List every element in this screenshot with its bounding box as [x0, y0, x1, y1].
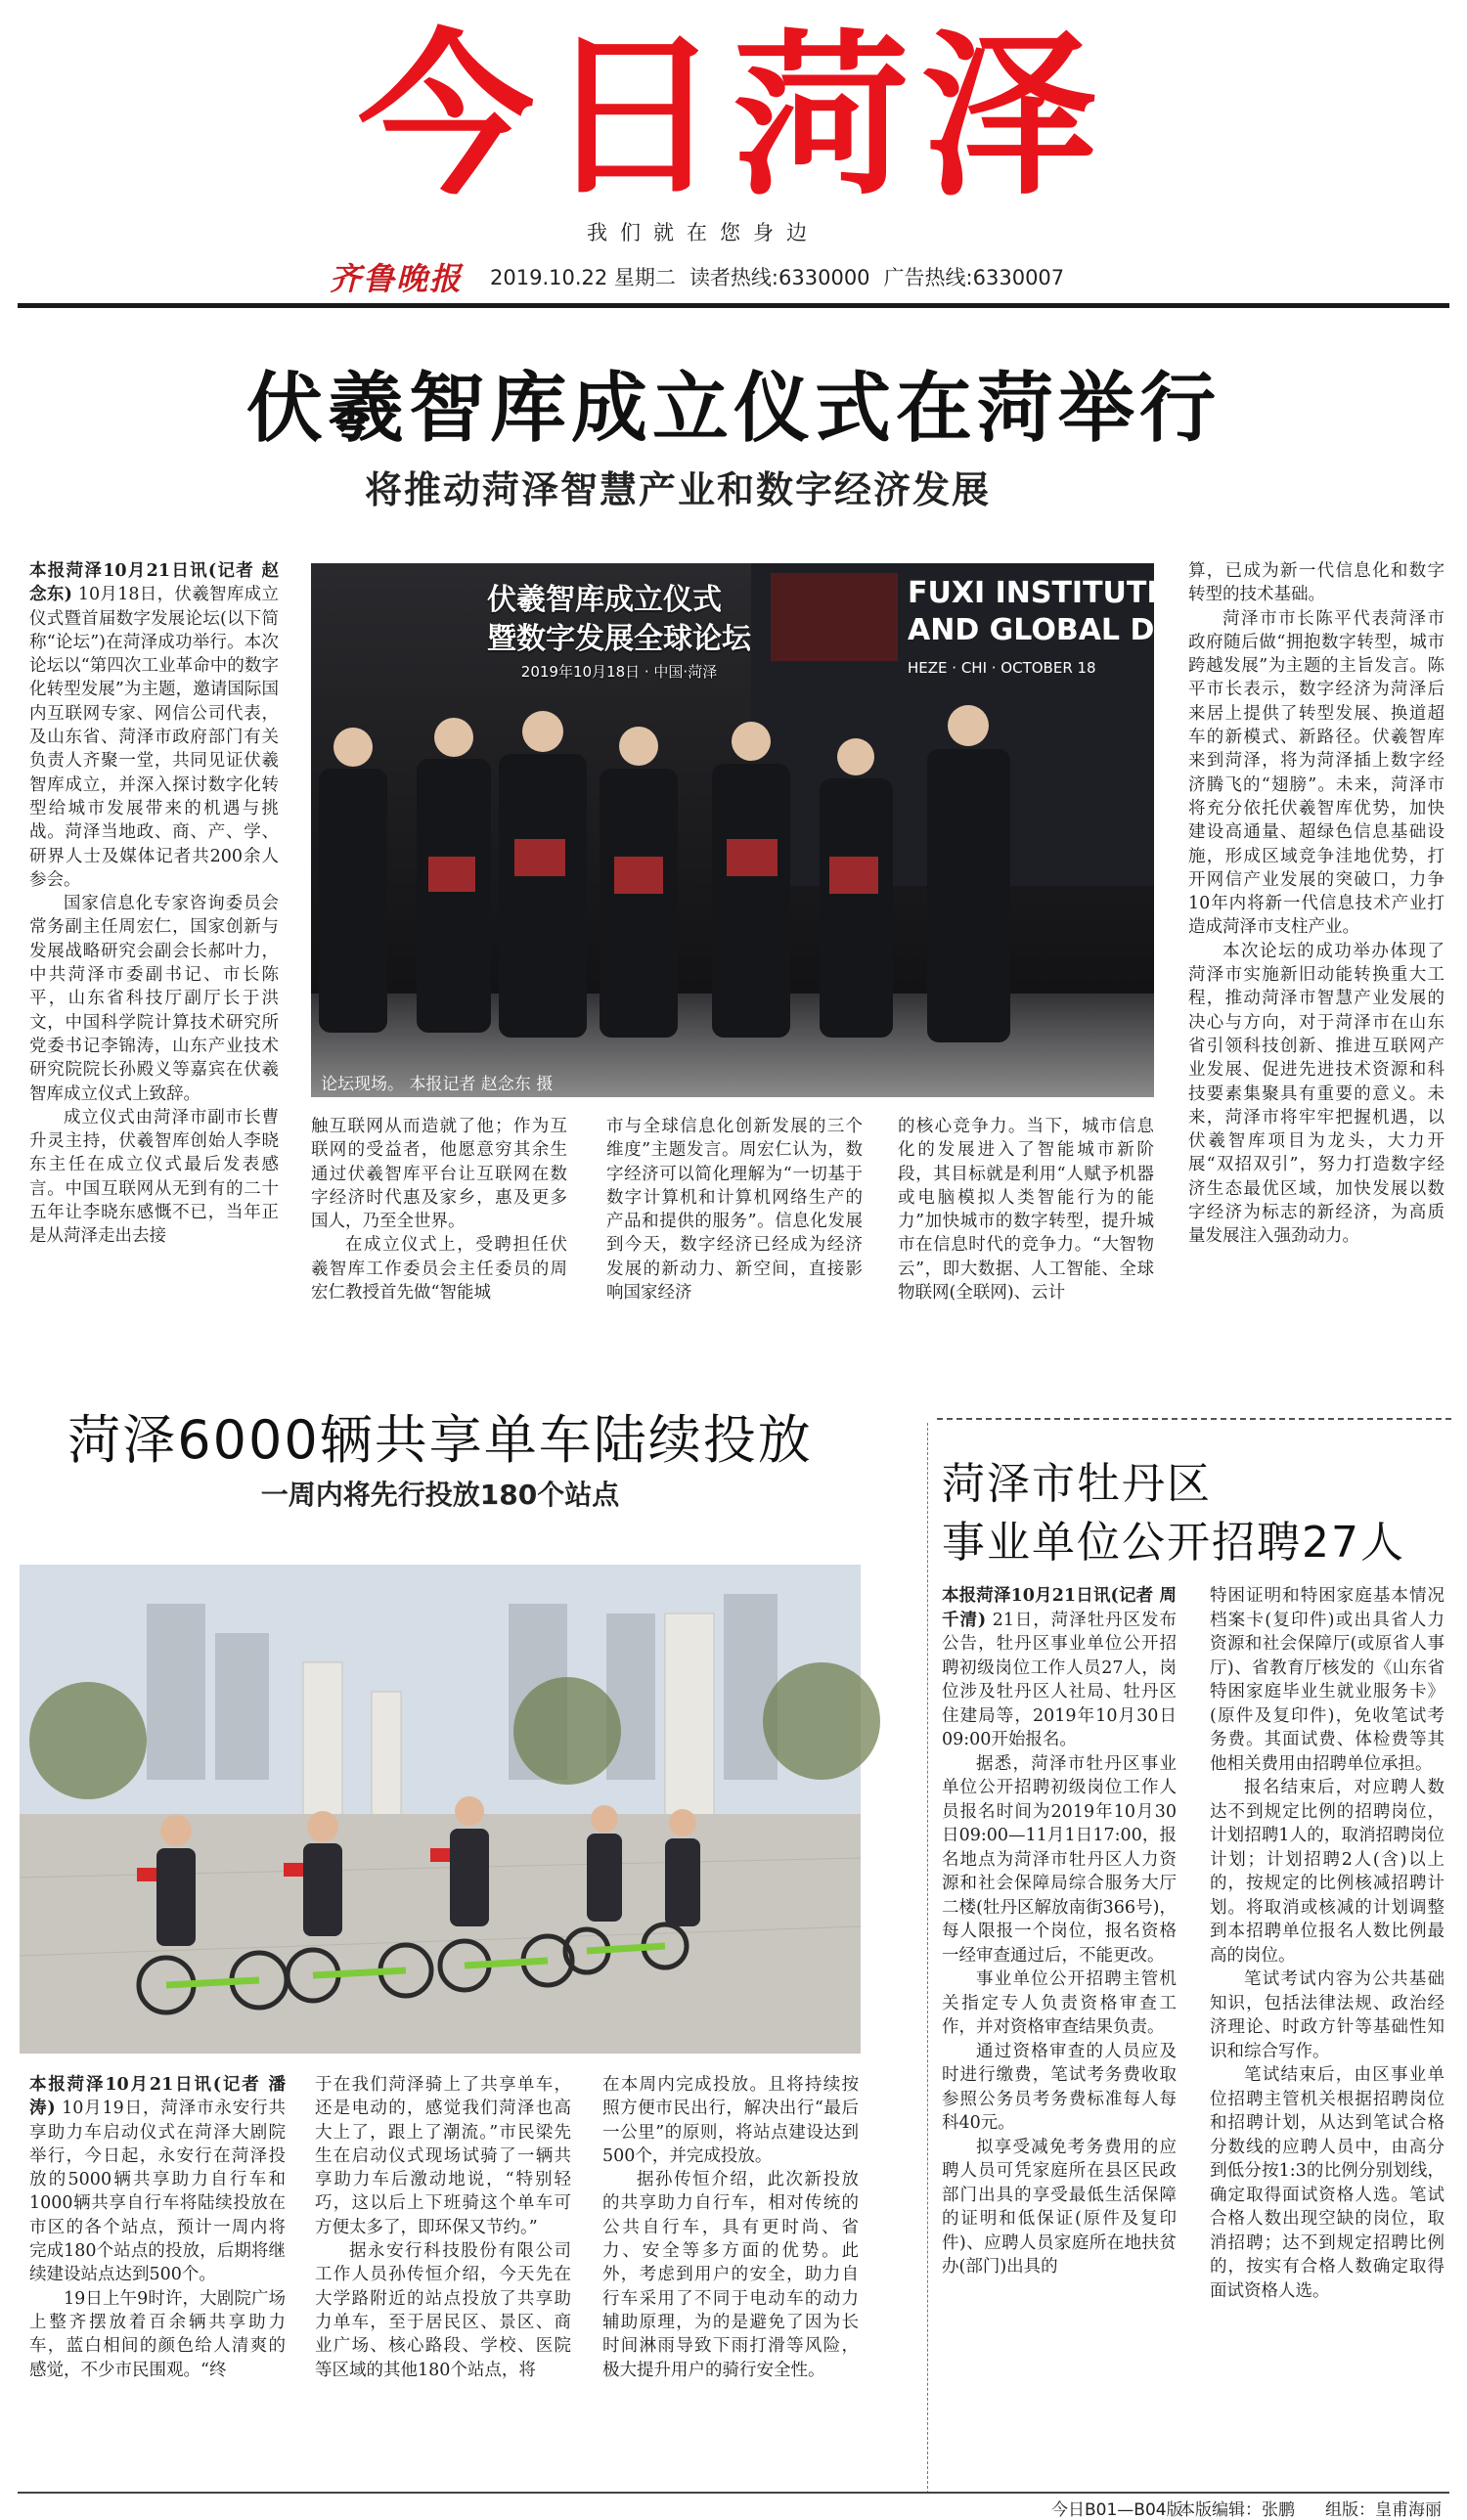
story1-paragraph: 10月18日，伏羲智库成立仪式暨首届数字发展论坛(以下简称“论坛”)在菏泽成功举行。本次论坛以“第四次工业革命中的数字化转型发展”为主题，邀请国际国内互联网专家、网信公司代表，及山东省、菏泽市政府部门有关负责人齐聚一堂，共同见证伏羲智库成立，并深入探讨数字化转型给城市发展带来的机遇与挑战。菏泽当地政、商、产、学、研界人士及媒体记者共200余人参会。 — [29, 585, 279, 890]
story2-paragraph: 10月19日，菏泽市永安行共享助力车启动仪式在菏泽大剧院举行，今日起，永安行在菏泽投放的5000辆共享助力自行车和1000辆共享自行车将陆续投放在市区的各个站点，预计一周内将完成180个站点的投放，后期将继续建设站点达到500个。 — [29, 2099, 286, 2285]
reader-hotline: 读者热线:6330000 — [689, 266, 870, 289]
story2-paragraph: 19日上午9时许，大剧院广场上整齐摆放着百余辆共享助力车，蓝白相间的颜色给人清爽的感觉，不少市民围观。“终 — [29, 2288, 286, 2380]
story3-paragraph: 报名结束后，对应聘人数达不到规定比例的招聘岗位，计划招聘1人的，取消招聘岗位计划；计划招聘2人(含)以上的，按规定的比例核减招聘计划。将取消或核减的计划调整到本招聘单位报名人数比例最高的岗位。 — [1210, 1778, 1445, 1966]
story1-subhead: 将推动菏泽智慧产业和数字经济发展 — [365, 468, 992, 511]
story1-headline: 伏羲智库成立仪式在菏举行 — [245, 365, 1221, 453]
story1-paragraph: 的核心竞争力。当下，城市信息化的发展进入了智能城市新阶段，其目标就是利用“人赋予机器或电脑模拟人类智能行为的能力”加快城市的数字转型，提升城市在信息时代的竞争力。“大智物云”，即大数据、人工智能、全球物联网(全联网)、云计 — [898, 1117, 1154, 1304]
photo-caption: 论坛现场。 本报记者 赵念东 摄 — [321, 1075, 554, 1094]
story2-column-1 — [29, 2073, 286, 2484]
story3-paragraph: 拟享受减免考务费用的应聘人员可凭家庭所在县区民政部门出具的享受最低生活保障的证明和低保证(原件及复印件)、应聘人员家庭所在地扶贫办(部门)出具的 — [942, 2137, 1177, 2277]
story1-column-2 — [311, 1115, 567, 1322]
story3-headline — [942, 1455, 1405, 1572]
footer-edition: 今日B01—B04版 — [1051, 2500, 1183, 2520]
story3-paragraph: 通过资格审查的人员应及时进行缴费，笔试考务费收取参照公务员考务费标准每人每科40元。 — [942, 2041, 1177, 2133]
bike-photo — [20, 1565, 861, 2054]
paper-logo: 齐鲁晚报 — [330, 260, 464, 297]
bike-photo-scene — [20, 1565, 861, 2054]
story2-headline: 菏泽6000辆共享单车陆续投放 — [67, 1409, 813, 1471]
story1-paragraph: 菏泽市市长陈平代表菏泽市政府随后做“拥抱数字转型，城市跨越发展”为主题的主旨发言。陈平市长表示，数字经济为菏泽后来居上提供了转型发展、换道超车的新模式、新路径。伏羲智库来到菏泽，将为菏泽插上数字经济腾飞的“翅膀”。未来，菏泽市将充分依托伏羲智库优势，加快建设高通量、超绿色信息基础设施，形成区域竞争洼地优势，打开网信产业发展的突破口，力争10年内将新一代信息技术产业打造成菏泽市支柱产业。 — [1188, 608, 1445, 938]
story2-column-3 — [602, 2073, 859, 2484]
story2-paragraph: 据孙传恒介绍，此次新投放的共享助力自行车，相对传统的公共自行车，具有更时尚、省力、安全等多方面的优势。此外，考虑到用户的安全，助力自行车采用了不同于电动车的动力辅助原理，为的是避免了因为长时间淋雨导致下雨打滑等风险，极大提升用户的骑行安全性。 — [602, 2170, 859, 2380]
banner-en-2: AND GLOBAL DIGI — [908, 613, 1201, 647]
story2-dateline: 本报菏泽10月21日讯(记者 潘涛) — [29, 2075, 286, 2119]
story3-headline-line-2: 事业单位公开招聘27人 — [942, 1518, 1405, 1568]
banner-english — [908, 575, 1207, 686]
footer-rule — [18, 2492, 1449, 2494]
story1-paragraph: 本次论坛的成功举办体现了菏泽市实施新旧动能转换重大工程，推动菏泽市智慧产业发展的决心与方向，对于菏泽市在山东省引领科技创新、推进互联网产业发展、促进先进技术资源和科技要素集聚具有重要的意义。未来，菏泽市将牢牢把握机遇，以伏羲智库项目为龙头，大力开展“双招双引”，努力打造数字经济生态最优区域，加快发展以数字经济为标志的新经济，为高质量发展注入强劲动力。 — [1188, 941, 1445, 1247]
story3-paragraph: 21日，菏泽牡丹区发布公告，牡丹区事业单位公开招聘初级岗位工作人员27人，岗位涉及牡丹区人社局、牡丹区住建局等，2019年10月30日09:00开始报名。 — [942, 1610, 1177, 1749]
ad-hotline: 广告热线:6330007 — [883, 266, 1065, 289]
story1-paragraph: 在成立仪式上，受聘担任伏羲智库工作委员会主任委员的周宏仁教授首先做“智能城 — [311, 1235, 567, 1304]
story3-headline-line-1: 菏泽市牡丹区 — [942, 1459, 1212, 1509]
banner-line-2: 暨数字发展全球论坛 — [487, 622, 751, 656]
forum-photo — [311, 563, 1208, 1097]
story1-column-5 — [1188, 559, 1445, 1322]
story3-paragraph: 笔试结束后，由区事业单位招聘主管机关根据招聘岗位和招聘计划，从达到笔试合格分数线的应聘人员中，由高分到低分按1:3的比例分别划线，确定取得面试资格人选。笔试合格人数出现空缺的岗位，取消招聘；达不到规定招聘比例的，按实有合格人数确定取得面试资格人选。 — [1210, 2065, 1445, 2301]
banner-en-1: FUXI INSTITUTION — [908, 576, 1208, 610]
story2-paragraph: 据永安行科技股份有限公司工作人员孙传恒介绍，今天先在大学路附近的站点投放了共享助力单车，至于居民区、景区、商业广场、核心路段、学校、医院等区域的其他180个站点，将 — [315, 2241, 571, 2380]
story2-paragraph: 在本周内完成投放。且将持续按照方便市民出行，解决出行“最后一公里”的原则，将站点建设达到500个，并完成投放。 — [602, 2075, 859, 2166]
masthead-slogan: 我们就在您身边 — [587, 221, 820, 244]
story1-dateline: 本报菏泽10月21日讯(记者 赵念东) — [29, 561, 279, 605]
story1-paragraph: 国家信息化专家咨询委员会常务副主任周宏仁，国家创新与发展战略研究会副会长郝叶力，中共菏泽市委副书记、市长陈平，山东省科技厅副厅长于洪文，中国科学院计算技术研究所党委书记李锦涛，山东产业技术研究院院长孙殿义等嘉宾在伏羲智库成立仪式上致辞。 — [29, 894, 279, 1104]
story3-column-1 — [942, 1584, 1177, 2484]
story2-subhead: 一周内将先行投放180个站点 — [260, 1479, 620, 1511]
story1-column-3 — [606, 1115, 863, 1322]
banner-line-1: 伏羲智库成立仪式 — [487, 583, 722, 617]
banner-chinese — [487, 581, 751, 685]
story3-top-rule — [937, 1418, 1451, 1420]
story1-paragraph: 算，已成为新一代信息化和数字转型的技术基础。 — [1188, 561, 1445, 605]
issue-date: 2019.10.22 星期二 — [490, 266, 676, 289]
masthead-infobar — [330, 260, 1078, 297]
story3-paragraph: 笔试考试内容为公共基础知识，包括法律法规、政治经济理论、时政方针等基础性知识和综合写作。 — [1210, 1969, 1445, 2061]
story3-paragraph: 事业单位公开招聘主管机关指定专人负责资格审查工作，并对资格审查结果负责。 — [942, 1969, 1177, 2037]
story2-paragraph: 于在我们菏泽骑上了共享单车，还是电动的，感觉我们菏泽也高大上了，跟上了潮流。”市民梁先生在启动仪式现场试骑了一辆共享助力车后激动地说，“特别轻巧，这以后上下班骑这个单车可方便太多了，即环保又节约。” — [315, 2075, 571, 2237]
story1-column-4 — [898, 1115, 1154, 1322]
story3-dateline: 本报菏泽10月21日讯(记者 周千清) — [942, 1586, 1177, 1630]
footer-editor: 本版编辑：张鹏 — [1178, 2500, 1295, 2520]
story3-paragraph: 特困证明和特困家庭基本情况档案卡(复印件)或出具省人力资源和社会保障厅(或原省人事厅)、省教育厅核发的《山东省特困家庭毕业生就业服务卡》(原件及复印件)，免收笔试考务费。其面试费、体检费等其他相关费用由招聘单位承担。 — [1210, 1586, 1445, 1774]
story2-column-2 — [315, 2073, 571, 2484]
story1-column-1 — [29, 559, 279, 1322]
story1-paragraph: 市与全球信息化创新发展的三个维度”主题发言。周宏仁认为，数字经济可以简化理解为“一切基于数字计算机和计算机网络生产的产品和提供的服务”。信息化发展到今天，数字经济已经成为经济发展的新动力、新空间，直接影响国家经济 — [606, 1117, 863, 1304]
story3-divider — [927, 1423, 928, 2494]
story3-column-2 — [1210, 1584, 1445, 2484]
banner-en-3: HEZE · CHI · OCTOBER 18 — [908, 659, 1096, 677]
story3-paragraph: 据悉，菏泽市牡丹区事业单位公开招聘初级岗位工作人员报名时间为2019年10月30日09:00—11月1日17:00，报名地点为菏泽市牡丹区人力资源和社会保障局综合服务大厅二楼(牡丹区解放南街366号)，每人限报一个岗位，报名资格一经审查通过后，不能更改。 — [942, 1753, 1177, 1966]
banner-date: 2019年10月18日 · 中国·菏泽 — [520, 663, 718, 681]
masthead-rule — [18, 303, 1449, 308]
footer-layout: 组版：皇甫海丽 — [1325, 2500, 1442, 2520]
masthead-title: 今日菏泽 — [357, 15, 1109, 219]
story1-paragraph: 成立仪式由菏泽市副市长曹升灵主持，伏羲智库创始人李晓东主任在成立仪式最后发表感言。中国互联网从无到有的二十五年让李晓东感慨不已，当年正是从菏泽走出去接 — [29, 1107, 279, 1247]
story1-paragraph: 触互联网从而造就了他；作为互联网的受益者，他愿意穷其余生通过伏羲智库平台让互联网在数字经济时代惠及家乡，惠及更多国人，乃至全世界。 — [311, 1117, 567, 1232]
